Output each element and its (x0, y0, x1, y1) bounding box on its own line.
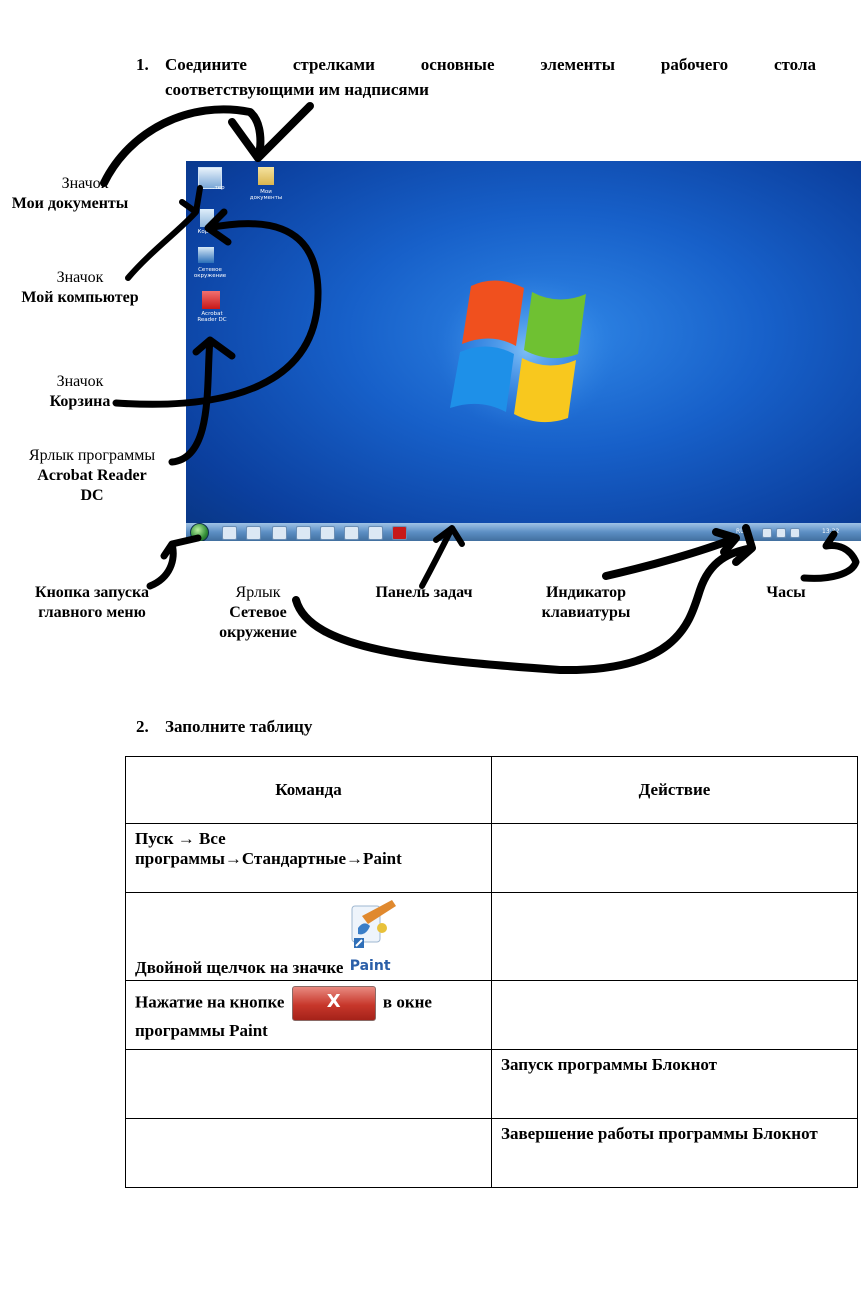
arrow-clock (804, 534, 856, 578)
label-acrobat-l2: Acrobat Reader (37, 467, 147, 484)
arrow-start (150, 538, 198, 586)
row3-command-cell (126, 981, 492, 1050)
label-taskbar-l1: Панель задач (375, 584, 473, 601)
label-network-l1: Ярлык (235, 584, 281, 601)
row3-command-pre: Нажатие на кнопке (135, 992, 285, 1012)
task1-line1: Соедините стрелками основные элементы рабочего стола (165, 55, 816, 74)
label-network-l3: окружение (219, 624, 297, 641)
row4-command[interactable] (126, 1050, 492, 1119)
close-button-icon: X (292, 986, 376, 1021)
row3-action[interactable] (492, 981, 858, 1050)
row5-command[interactable] (126, 1119, 492, 1188)
table-header-row (126, 757, 858, 824)
label-my-documents-l1: Значок (61, 175, 109, 192)
arrow-documents (104, 109, 260, 183)
commands-table (125, 756, 858, 1188)
paint-icon-label: Paint (349, 958, 391, 974)
row2-action[interactable] (492, 893, 858, 981)
label-acrobat-l1: Ярлык программы (28, 447, 156, 464)
row1-command: Пуск → Все программы→Стандартные→Paint (126, 824, 492, 893)
label-acrobat-l3: DC (80, 487, 104, 504)
arrow-taskbar (422, 528, 462, 586)
arrow-keyboard (606, 532, 736, 576)
table-row (126, 1119, 858, 1188)
label-keyboard-indicator-l2: клавиатуры (541, 604, 631, 621)
tray-clock[interactable]: 13:32 (822, 528, 840, 535)
label-recycle-bin-l1: Значок (56, 373, 104, 390)
row1-action[interactable] (492, 824, 858, 893)
label-my-documents-l2: Мои документы (11, 195, 129, 212)
computer-icon-label: ...тер (209, 185, 225, 191)
table-row (126, 981, 858, 1050)
task2-number: 2. (136, 717, 149, 736)
arrow-recycle (116, 212, 318, 404)
acrobat-label: Acrobat Reader DC (197, 311, 227, 323)
arrow-computer (128, 188, 200, 278)
paint-icon (348, 898, 400, 978)
row5-action: Завершение работы программы Блокнот (492, 1119, 858, 1188)
recycle-bin-label: Корз... (197, 229, 217, 235)
header-action: Действие (492, 757, 858, 824)
row2-command-cell (126, 893, 492, 981)
arrow-network (296, 528, 752, 670)
table-row (126, 1050, 858, 1119)
task2-text: Заполните таблицу (165, 717, 313, 736)
task1-line2: соответствующими им надписями (165, 80, 429, 99)
row2-command: Двойной щелчок на значке (135, 958, 344, 977)
table-row (126, 824, 858, 893)
label-keyboard-indicator-l1: Индикатор (545, 584, 627, 601)
table-row (126, 893, 858, 981)
row3-command-post: в окне программы Paint (135, 992, 432, 1040)
row4-action: Запуск программы Блокнот (492, 1050, 858, 1119)
label-my-computer-l1: Значок (56, 269, 104, 286)
label-start-button-l2: главного меню (38, 604, 146, 621)
documents-folder-label: Мои документы (249, 189, 283, 201)
task2-title (136, 714, 312, 739)
task1-number: 1. (136, 55, 149, 74)
label-network-l2: Сетевое (229, 604, 287, 621)
label-start-button-l1: Кнопка запуска (34, 584, 150, 601)
label-clock-l1: Часы (766, 584, 806, 601)
header-command: Команда (126, 757, 492, 824)
network-label: Сетевое окружение (193, 267, 227, 279)
tray-language[interactable]: RU (736, 528, 745, 535)
label-my-computer-l2: Мой компьютер (21, 289, 139, 306)
label-recycle-bin-l2: Корзина (49, 393, 111, 410)
